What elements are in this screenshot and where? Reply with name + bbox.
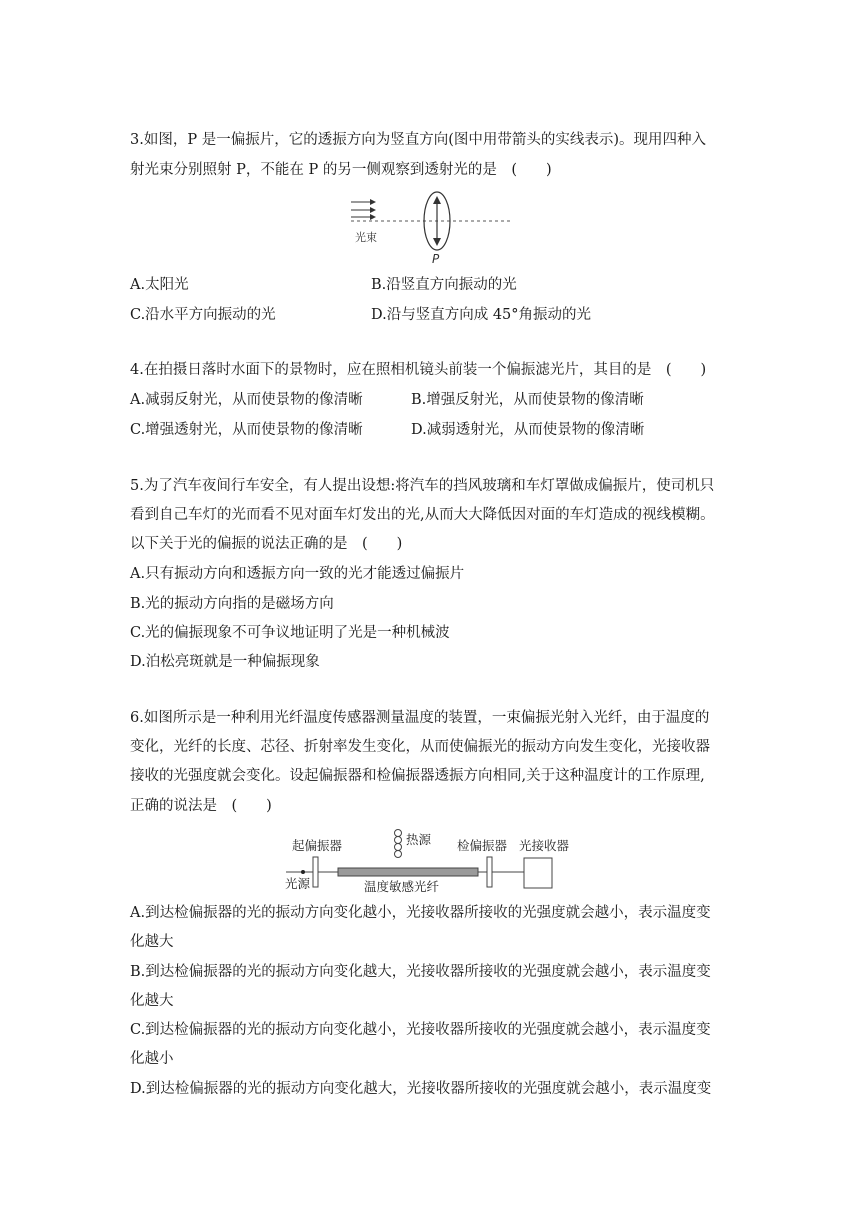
q6-stem-line-1: 6.如图所示是一种利用光纤温度传感器测量温度的装置，一束偏振光射入光纤，由于温度的 [130,710,710,726]
q4-option-c: C.增强透射光，从而使景物的像清晰 [130,422,363,438]
q5-stem-line-1: 5.为了汽车夜间行车安全，有人提出设想:将汽车的挡风玻璃和车灯罩做成偏振片，使司机只 [130,478,715,494]
q4-option-b: B.增强反射光，从而使景物的像清晰 [411,392,644,408]
light-source-dot [301,870,305,874]
analyzer-label: 检偏振器 [457,838,508,853]
q6-option-c-line-1: C.到达检偏振器的光的振动方向变化越小，光接收器所接收的光强度就会越小，表示温度变 [130,1022,711,1038]
q4-option-d: D.减弱透射光，从而使景物的像清晰 [411,422,645,438]
polarizer-diagram [345,185,515,265]
heat-source-label: 热源 [406,832,432,847]
q6-stem-line-4: 正确的说法是 ( ) [130,798,272,814]
q3-option-a: A.太阳光 [130,277,189,293]
q3-option-c: C.沿水平方向振动的光 [130,307,276,323]
heat-source-coil [395,830,402,837]
q6-stem-line-2: 变化，光纤的长度、芯径、折射率发生变化，从而使偏振光的振动方向发生变化，光接收器 [130,739,710,755]
q6-stem-line-3: 接收的光强度就会变化。设起偏振器和检偏振器透振方向相同,关于这种温度计的工作原理, [130,768,705,784]
q5-option-b: B.光的振动方向指的是磁场方向 [130,596,334,612]
receiver-label: 光接收器 [519,838,570,853]
q3-figure [345,185,515,265]
beam-label: 光束 [355,231,377,244]
q3-option-d: D.沿与竖直方向成 45°角振动的光 [371,307,592,323]
q6-figure [282,822,582,894]
analyzer-plate [487,857,492,887]
q5-option-a: A.只有振动方向和透振方向一致的光才能透过偏振片 [130,566,465,582]
fiber-label: 温度敏感光纤 [364,879,440,894]
q3-stem-line-2: 射光束分别照射 P，不能在 P 的另一侧观察到透射光的是 ( ) [130,162,552,178]
q6-option-a-line-2: 化越大 [130,934,174,950]
q5-option-c: C.光的偏振现象不可争议地证明了光是一种机械波 [130,625,450,641]
q4-option-a: A.减弱反射光，从而使景物的像清晰 [130,392,363,408]
fiber-sensor-diagram [282,822,582,894]
q5-option-d: D.泊松亮斑就是一种偏振现象 [130,654,320,670]
polarizer-label: P [432,252,440,265]
q6-option-b-line-2: 化越大 [130,993,174,1009]
q3-stem-line-1: 3.如图，P 是一偏振片，它的透振方向为竖直方向(图中用带箭头的实线表示)。现用四种入 [130,132,707,148]
q5-stem-line-3: 以下关于光的偏振的说法正确的是 ( ) [130,536,403,552]
q6-option-c-line-2: 化越小 [130,1051,174,1067]
q6-option-a-line-1: A.到达检偏振器的光的振动方向变化越小，光接收器所接收的光强度就会越小，表示温度变 [130,905,711,921]
q6-option-b-line-1: B.到达检偏振器的光的振动方向变化越大，光接收器所接收的光强度就会越小，表示温度变 [130,964,711,980]
q5-stem-line-2: 看到自己车灯的光而看不见对面车灯发出的光,从而大大降低因对面的车灯造成的视线模糊。 [130,507,715,523]
light-receiver-box [524,858,552,888]
sensitive-fiber [338,868,478,876]
light-source-label: 光源 [285,876,311,891]
q4-stem: 4.在拍摄日落时水面下的景物时，应在照相机镜头前装一个偏振滤光片，其目的是 ( ) [130,362,707,378]
polarizer-plate [313,857,318,887]
polarizer-label: 起偏振器 [292,838,343,853]
q3-option-b: B.沿竖直方向振动的光 [371,277,517,293]
q6-option-d-line-1: D.到达检偏振器的光的振动方向变化越大，光接收器所接收的光强度就会越小，表示温度变 [130,1081,712,1097]
